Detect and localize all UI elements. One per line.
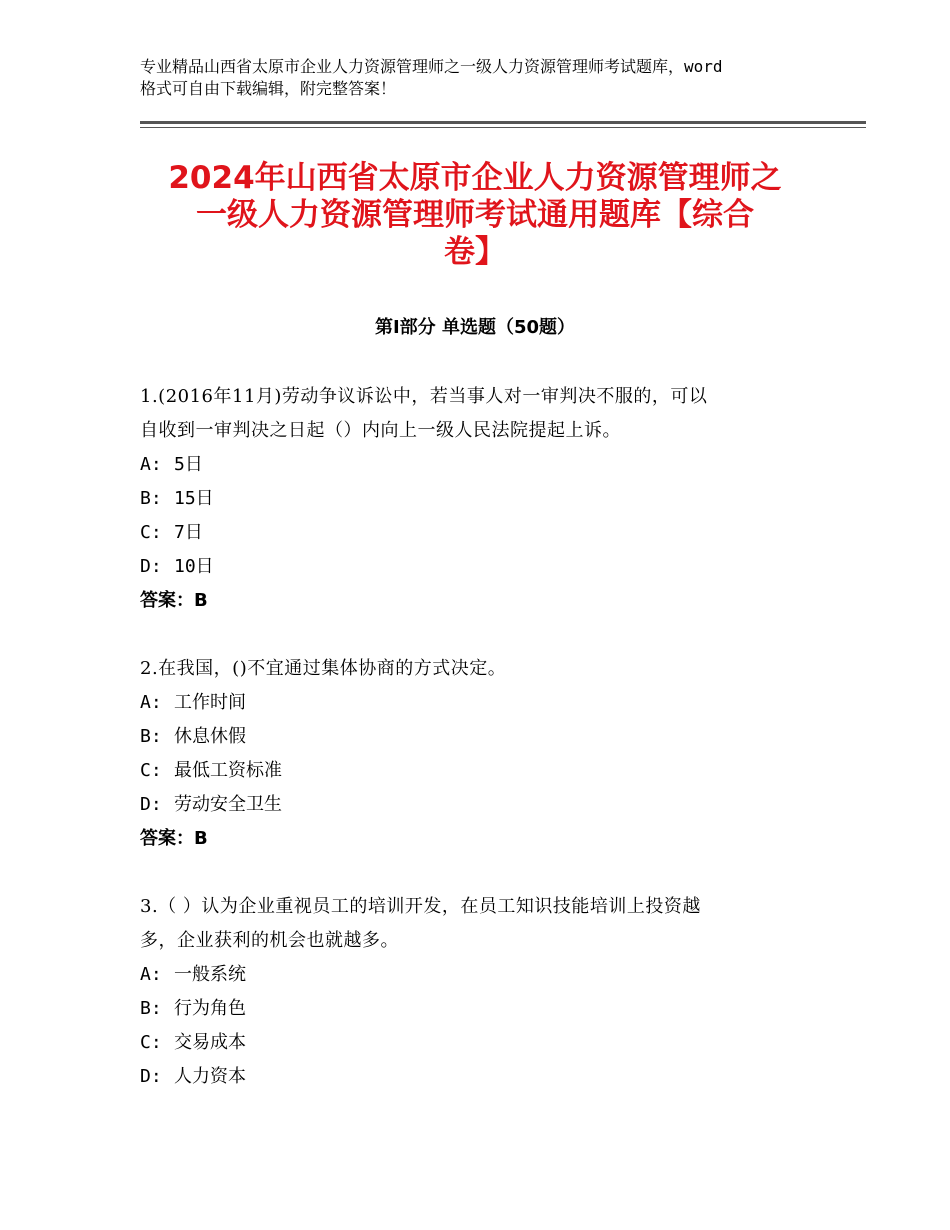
question-stem-line-1: 2.在我国，()不宜通过集体协商的方式决定。 xyxy=(140,658,507,679)
option-c xyxy=(140,754,810,788)
option-text: 工作时间 xyxy=(174,692,246,713)
question-1 xyxy=(140,380,810,618)
option-b xyxy=(140,482,810,516)
option-letter: B: xyxy=(140,726,162,747)
option-text: 15日 xyxy=(174,488,214,509)
header-note-line-1: 专业精品山西省太原市企业人力资源管理师之一级人力资源管理师考试题库，word xyxy=(140,57,723,76)
header-divider-thin xyxy=(140,127,866,128)
option-letter: A: xyxy=(140,454,162,475)
option-letter: B: xyxy=(140,488,162,509)
option-text: 最低工资标准 xyxy=(174,760,282,781)
option-b xyxy=(140,720,810,754)
question-2 xyxy=(140,652,810,856)
option-a xyxy=(140,686,810,720)
option-text: 行为角色 xyxy=(174,998,246,1019)
question-stem-line-1: 1.(2016年11月)劳动争议诉讼中，若当事人对一审判决不服的，可以 xyxy=(140,386,708,407)
question-stem-line-2: 多，企业获利的机会也就越多。 xyxy=(140,930,399,951)
question-stem-line-2: 自收到一审判决之日起（）内向上一级人民法院提起上诉。 xyxy=(140,420,621,441)
section-title: 第I部分 单选题（50题） xyxy=(374,317,575,338)
option-letter: A: xyxy=(140,692,162,713)
document-title-line-3: 卷】 xyxy=(444,234,506,270)
question-3 xyxy=(140,890,810,1094)
question-stem-line-1: 3.（ ）认为企业重视员工的培训开发，在员工知识技能培训上投资越 xyxy=(140,896,701,917)
option-d xyxy=(140,550,810,584)
option-letter: D: xyxy=(140,1066,162,1087)
option-letter: D: xyxy=(140,794,162,815)
option-letter: C: xyxy=(140,1032,162,1053)
option-text: 5日 xyxy=(174,454,203,475)
document-title-line-1: 2024年山西省太原市企业人力资源管理师之 xyxy=(168,160,782,196)
answer-label: 答案：B xyxy=(140,590,208,611)
header-divider-thick xyxy=(140,121,866,124)
option-letter: C: xyxy=(140,760,162,781)
option-c xyxy=(140,1026,810,1060)
option-letter: B: xyxy=(140,998,162,1019)
option-text: 劳动安全卫生 xyxy=(174,794,282,815)
option-letter: C: xyxy=(140,522,162,543)
option-text: 交易成本 xyxy=(174,1032,246,1053)
question-list xyxy=(140,380,810,1128)
option-d xyxy=(140,788,810,822)
option-letter: A: xyxy=(140,964,162,985)
option-text: 7日 xyxy=(174,522,203,543)
option-a xyxy=(140,448,810,482)
option-b xyxy=(140,992,810,1026)
option-c xyxy=(140,516,810,550)
option-text: 10日 xyxy=(174,556,214,577)
option-a xyxy=(140,958,810,992)
answer-label: 答案：B xyxy=(140,828,208,849)
header-note-line-2: 格式可自由下载编辑，附完整答案！ xyxy=(140,79,397,98)
option-letter: D: xyxy=(140,556,162,577)
option-text: 休息休假 xyxy=(174,726,246,747)
header-note xyxy=(140,56,820,100)
document-title xyxy=(140,160,810,271)
document-title-line-2: 一级人力资源管理师考试通用题库【综合 xyxy=(196,197,754,233)
option-text: 人力资本 xyxy=(174,1066,246,1087)
option-text: 一般系统 xyxy=(174,964,246,985)
option-d xyxy=(140,1060,810,1094)
